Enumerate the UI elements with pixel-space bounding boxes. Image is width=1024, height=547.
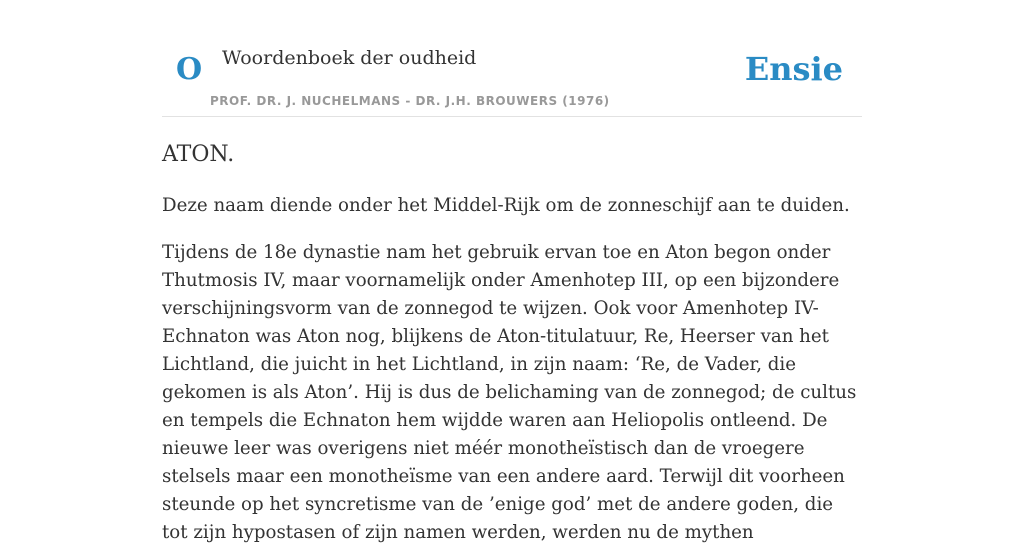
book-letter: O [176, 52, 203, 87]
page [162, 0, 862, 543]
book-authors: PROF. DR. J. NUCHELMANS - DR. J.H. BROUWERS (1976) [210, 94, 610, 108]
entry-title: ATON. [162, 142, 235, 167]
entry-paragraph-1: Deze naam diende onder het Middel-Rijk om de zonneschijf aan te duiden. [162, 195, 850, 216]
book-title-link[interactable]: Woordenboek der oudheid [222, 47, 477, 69]
entry-paragraph-2: Tijdens de 18e dynastie nam het gebruik ervan toe en Aton begon onder Thutmosis IV, maar voornamelijk onder Amenhotep III, op een bijzondere verschijningsvorm van de zonnegod te wijzen. Ook voor Amenhotep IV-Echnaton was Aton nog, blijkens de Aton-titulatuur, Re, Heerser van het Lichtland, die juicht in het Lichtland, in zijn naam: ‘Re, de Vader, die gekomen is als Aton’. Hij is dus de belichaming van de zonnegod; de cultus en tempels die Echnaton hem wijdde waren aan Heliopolis ontleend. De nieuwe leer was overigens niet méér monotheïstisch dan de vroegere stelsels maar een monotheïsme van een andere aard. Terwijl dit voorheen steunde op het syncretisme van de ’enige god’ met de andere goden, die tot zijn hypostasen of zijn namen werden, werden nu de mythen [162, 242, 857, 543]
ensie-logo[interactable]: Ensie [744, 50, 843, 88]
book-header [162, 0, 862, 117]
